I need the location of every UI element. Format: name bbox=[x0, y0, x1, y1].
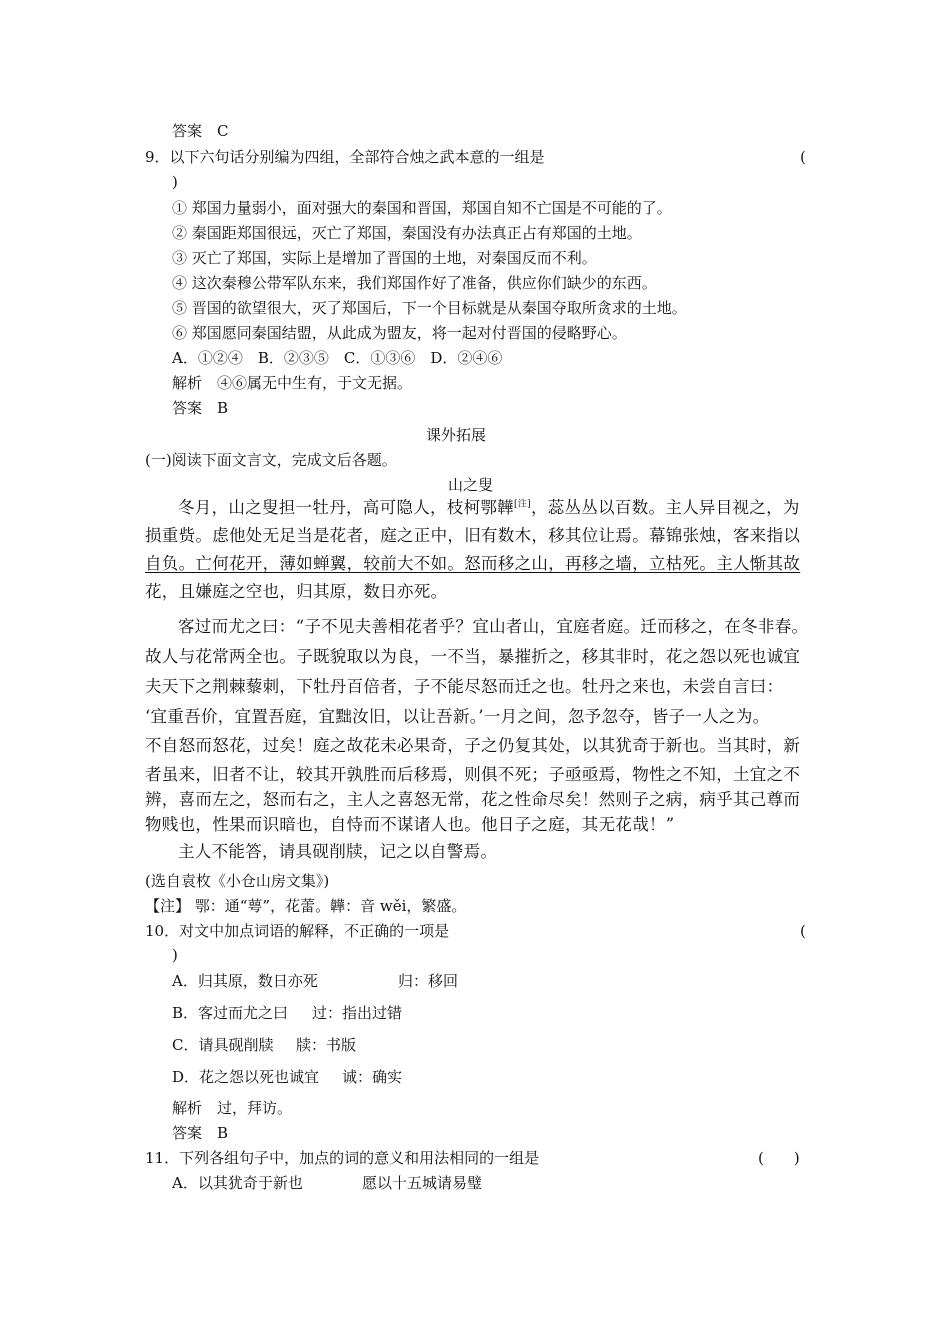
passage-instruction: (一)阅读下面文言文，完成文后各题。 bbox=[145, 451, 397, 469]
q11-option-a-right: 愿以十五城请易璧 bbox=[362, 1174, 483, 1192]
q10-option-a-explanation: 归：移回 bbox=[398, 972, 459, 990]
passage-p2-line: 不自怒而怒花，过矣！庭之故花未必果奇，子之仍复其处，以其犹奇于新也。当其时，新 bbox=[145, 736, 801, 755]
q9-item: ⑥ 郑国愿同秦国结盟，从此成为盟友，将一起对付晋国的侵略野心。 bbox=[172, 324, 627, 342]
q10-stem: 10．对文中加点词语的解释，不正确的一项是 bbox=[145, 922, 450, 940]
q9-answer: 答案 B bbox=[172, 399, 229, 417]
q10-analysis: 解析 过，拜访。 bbox=[172, 1099, 293, 1117]
q9-options: A．①②④ B．②③⑤ C．①③⑥ D．②④⑥ bbox=[172, 349, 503, 367]
q9-item: ① 郑国力量弱小，面对强大的秦国和晋国，郑国自知不亡国是不可能的了。 bbox=[172, 199, 672, 217]
passage-p2-line-underlined: 辨，喜而左之，怒而右之，主人之喜怒无常，花之性命尽矣！然则子之病，病乎其己尊而 bbox=[145, 790, 801, 809]
q9-item: ④ 这次秦穆公带军队东来，我们郑国作好了准备，供应你们缺少的东西。 bbox=[172, 274, 657, 292]
q10-paren-open: ( bbox=[800, 922, 806, 940]
passage-p2-line: ‘宜重吾价，宜置吾庭，宜黜汝旧，以让吾新。’一月之间，忽予忽夺，皆子一人之为。 bbox=[145, 707, 770, 726]
passage-source: (选自袁枚《小仓山房文集》) bbox=[145, 872, 330, 890]
q10-option-d-explanation: 诚：确实 bbox=[342, 1068, 403, 1086]
q10-answer: 答案 B bbox=[172, 1124, 229, 1142]
section-title: 课外拓展 bbox=[426, 426, 487, 444]
note-marker: [注] bbox=[514, 499, 531, 510]
passage-p1-line: 损重赀。虑他处无足当是花者，庭之正中，旧有数木，移其位让焉。幕锦张烛，客来指以 bbox=[145, 526, 801, 545]
passage-note: 【注】 鄂：通“萼”，花蕾。韡：音 wěi，繁盛。 bbox=[145, 897, 467, 915]
q11-option-a-left: A．以其犹奇于新也 bbox=[172, 1174, 303, 1192]
q9-item: ② 秦国距郑国很远，灭亡了郑国，秦国没有办法真正占有郑国的土地。 bbox=[172, 224, 642, 242]
passage-p3: 主人不能答，请具砚削牍，记之以自警焉。 bbox=[178, 842, 498, 861]
q10-option-a: A．归其原，数日亦死 bbox=[172, 972, 318, 990]
passage-text: 冬月，山之叟担一牡丹，高可隐人，枝柯鄂韡 bbox=[178, 498, 514, 517]
q9-item: ③ 灭亡了郑国，实际上是增加了晋国的土地，对秦国反而不利。 bbox=[172, 249, 597, 267]
q11-paren: ( ) bbox=[758, 1149, 800, 1167]
q10-option-b-explanation: 过：指出过错 bbox=[312, 1004, 403, 1022]
q9-analysis: 解析 ④⑥属无中生有，于文无据。 bbox=[172, 374, 413, 392]
passage-p2-line: 故人与花常两全也。子既貌取以为良，一不当，暴摧折之，移其非时，花之怨以死也诚宜 bbox=[145, 647, 801, 666]
passage-p1-line-underlined: 自负。亡何花开，薄如蝉翼，较前大不如。怒而移之山，再移之墙，立枯死。主人惭其故 bbox=[145, 554, 801, 573]
q10-option-c: C．请具砚削牍 bbox=[172, 1036, 274, 1054]
passage-p2-line: 者虽来，旧者不让，较其开孰胜而后移焉，则俱不死；子亟亟焉，物性之不知，土宜之不 bbox=[145, 765, 801, 784]
q9-stem: 9．以下六句话分别编为四组，全部符合烛之武本意的一组是 bbox=[145, 148, 545, 166]
q10-option-b: B．客过而尤之曰 bbox=[172, 1004, 289, 1022]
q10-paren-close: ) bbox=[172, 946, 178, 964]
q9-paren-close: ) bbox=[172, 173, 178, 191]
passage-p2-line: 客过而尤之曰：“子不见夫善相花者乎？宜山者山，宜庭者庭。迁而移之，在冬非春。 bbox=[178, 617, 809, 636]
q10-option-d: D．花之怨以死也诚宜 bbox=[172, 1068, 320, 1086]
q11-stem: 11．下列各组句子中，加点的词的意义和用法相同的一组是 bbox=[145, 1149, 540, 1167]
passage-title: 山之叟 bbox=[448, 476, 494, 494]
q10-option-c-explanation: 牍：书版 bbox=[296, 1036, 357, 1054]
passage-text: ，蕊丛丛以百数。主人异目视之，为 bbox=[530, 498, 800, 517]
passage-p1-line: 花，且嫌庭之空也，归其原，数日亦死。 bbox=[145, 582, 448, 601]
q9-item: ⑤ 晋国的欲望很大，灭了郑国后，下一个目标就是从秦国夺取所贪求的土地。 bbox=[172, 299, 687, 317]
q9-paren-open: ( bbox=[800, 148, 806, 166]
passage-p1-line bbox=[178, 498, 800, 518]
passage-p2-line: 夫天下之荆棘藜刺，下牡丹百倍者，子不能尽怒而迁之也。牡丹之来也，未尝自言曰： bbox=[145, 677, 784, 696]
q8-answer: 答案 C bbox=[172, 122, 229, 140]
passage-p2-line: 物贱也，性果而识暗也，自恃而不谋诸人也。他日子之庭，其无花哉！” bbox=[145, 815, 675, 834]
